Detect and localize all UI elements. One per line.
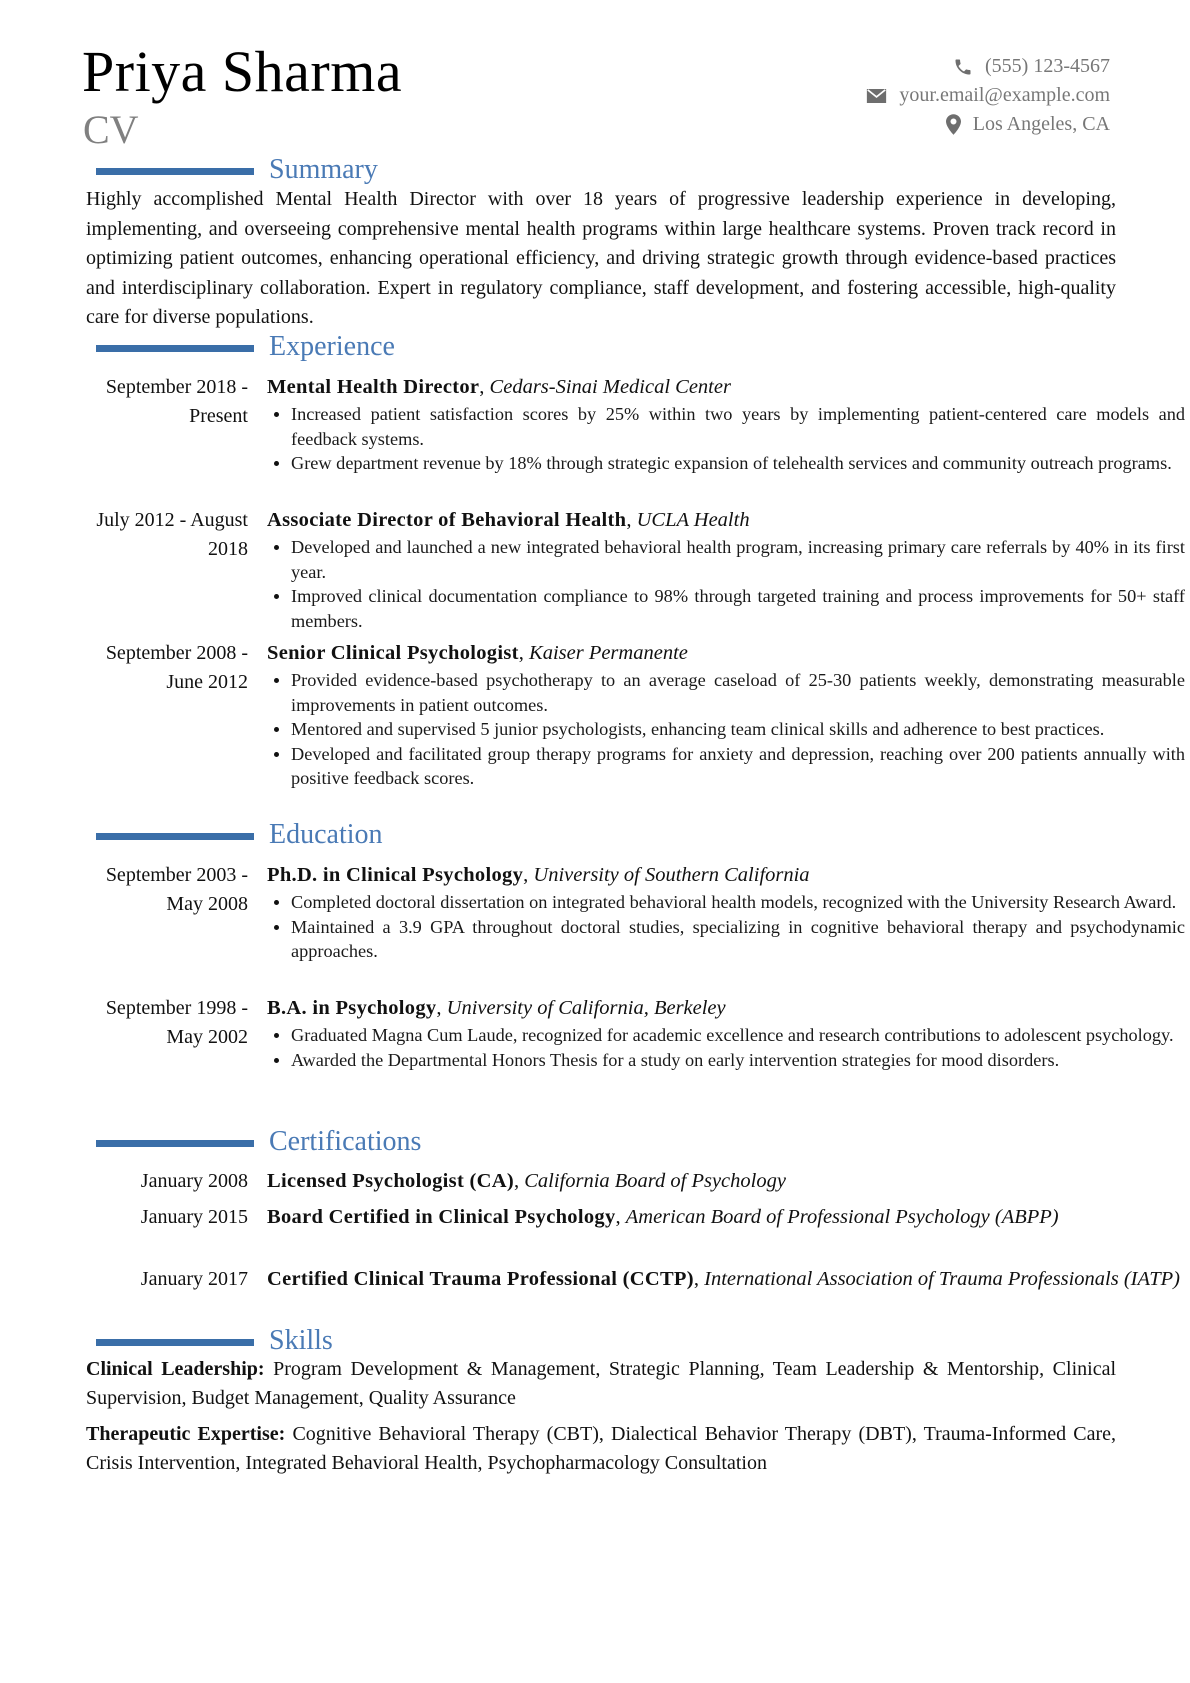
- section-accent-bar: [96, 345, 254, 352]
- entry-heading: Senior Clinical Psychologist, Kaiser Permanente: [267, 642, 688, 664]
- entry-heading: Board Certified in Clinical Psychology, American Board of Professional Psychology (ABPP): [267, 1206, 1059, 1228]
- email-text: your.email@example.com: [899, 84, 1110, 106]
- skill-group: [86, 1355, 1116, 1413]
- bullet-item: Improved clinical documentation compliance to 98% through targeted training and process improvements for 50+ staff members.: [267, 584, 1185, 633]
- section-accent-bar: [96, 168, 254, 175]
- issuer: California Board of Psychology: [524, 1170, 786, 1192]
- phone-icon: [953, 57, 973, 77]
- bullet-item: Increased patient satisfaction scores by 25% within two years by implementing patient-centered care models and feedback systems.: [267, 402, 1185, 451]
- section-header-experience: [96, 331, 395, 365]
- bullet-list: [267, 890, 1185, 964]
- bullet-item: Completed doctoral dissertation on integrated behavioral health models, recognized with the University Research Award.: [267, 890, 1185, 915]
- entry-body: [267, 373, 1185, 476]
- institution: University of Southern California: [533, 864, 810, 886]
- candidate-name: Priya Sharma: [82, 39, 403, 104]
- bullet-item: Developed and facilitated group therapy programs for anxiety and depression, reaching over 200 patients annually with positive feedback scores.: [267, 742, 1185, 791]
- entry-date: September 2018 - Present: [105, 376, 248, 427]
- section-title: Certifications: [269, 1126, 422, 1157]
- entry-body: [267, 1167, 1185, 1196]
- contact-location: [866, 110, 1110, 139]
- bullet-item: Grew department revenue by 18% through strategic expansion of telehealth services and community outreach programs.: [267, 451, 1185, 476]
- bullet-item: Provided evidence-based psychotherapy to an average caseload of 25-30 patients weekly, demonstrating measurable improvements in patient outcomes.: [267, 668, 1185, 717]
- entry-body: [267, 506, 1185, 633]
- entry-heading: Mental Health Director, Cedars-Sinai Medical Center: [267, 376, 731, 398]
- entry-date: September 2003 - May 2008: [105, 864, 248, 915]
- certification-name: Certified Clinical Trauma Professional (CCTP): [267, 1268, 694, 1290]
- bullet-list: [267, 402, 1185, 476]
- entry-heading: Ph.D. in Clinical Psychology, University of Southern California: [267, 864, 810, 886]
- bullet-item: Developed and launched a new integrated behavioral health program, increasing primary care referrals by 40% in its first year.: [267, 535, 1185, 584]
- issuer: International Association of Trauma Professionals (IATP): [704, 1268, 1180, 1290]
- envelope-icon: [866, 88, 887, 104]
- degree: Ph.D. in Clinical Psychology: [267, 864, 524, 886]
- contact-block: [866, 52, 1110, 139]
- location-text: Los Angeles, CA: [972, 113, 1110, 135]
- entry-body: [267, 994, 1185, 1072]
- section-accent-bar: [96, 1140, 254, 1147]
- section-title: Experience: [269, 331, 395, 362]
- skill-values: Program Development & Management, Strategic Planning, Team Leadership & Mentorship, Clinical Supervision, Budget Management, Quality Assurance: [86, 1358, 1117, 1409]
- entry-heading: Licensed Psychologist (CA), California Board of Psychology: [267, 1170, 786, 1192]
- entry-date: September 2008 - June 2012: [105, 642, 248, 693]
- job-title: Senior Clinical Psychologist: [267, 642, 519, 664]
- employer: UCLA Health: [636, 509, 750, 531]
- summary-text: Highly accomplished Mental Health Director with over 18 years of progressive leadership experience in developing, implementing, and overseeing comprehensive mental health programs within large healthcare systems. Proven track record in optimizing patient outcomes, enhancing operational efficiency, and driving strategic growth through evidence-based practices and interdisciplinary collaboration. Expert in regulatory compliance, staff development, and fostering accessible, high-quality care for diverse populations.: [86, 188, 1116, 328]
- job-title: Mental Health Director: [267, 376, 480, 398]
- issuer: American Board of Professional Psychology (ABPP): [625, 1206, 1059, 1228]
- job-title: Associate Director of Behavioral Health: [267, 509, 627, 531]
- entry-body: [267, 1203, 1185, 1232]
- entry-date: January 2008: [140, 1170, 248, 1192]
- section-accent-bar: [96, 1339, 254, 1346]
- bullet-item: Maintained a 3.9 GPA throughout doctoral studies, specializing in cognitive behavioral therapy and psychodynamic approaches.: [267, 915, 1185, 964]
- bullet-list: [267, 668, 1185, 791]
- entry-heading: Certified Clinical Trauma Professional (CCTP), International Association of Trauma Professionals (IATP): [267, 1268, 1180, 1290]
- degree: B.A. in Psychology: [267, 997, 437, 1019]
- skill-label: Clinical Leadership:: [86, 1358, 265, 1380]
- skill-group: [86, 1420, 1116, 1478]
- document-subtitle: CV: [83, 107, 139, 152]
- section-header-summary: [96, 154, 378, 188]
- certification-name: Licensed Psychologist (CA): [267, 1170, 514, 1192]
- section-accent-bar: [96, 833, 254, 840]
- bullet-item: Awarded the Departmental Honors Thesis for a study on early intervention strategies for mood disorders.: [267, 1048, 1185, 1073]
- bullet-list: [267, 1023, 1185, 1072]
- entry-date: September 1998 - May 2002: [105, 997, 248, 1048]
- employer: Cedars-Sinai Medical Center: [489, 376, 731, 398]
- bullet-list: [267, 535, 1185, 633]
- institution: University of California, Berkeley: [446, 997, 726, 1019]
- skill-label: Therapeutic Expertise:: [86, 1423, 286, 1445]
- section-header-certifications: [96, 1126, 421, 1160]
- employer: Kaiser Permanente: [529, 642, 688, 664]
- section-title: Summary: [269, 154, 378, 185]
- entry-body: [267, 861, 1185, 964]
- section-title: Skills: [269, 1325, 333, 1356]
- map-marker-icon: [946, 114, 961, 135]
- section-title: Education: [269, 819, 383, 850]
- bullet-item: Mentored and supervised 5 junior psychologists, enhancing team clinical skills and adherence to best practices.: [267, 717, 1185, 742]
- entry-date: July 2012 - August 2018: [96, 509, 248, 560]
- entry-heading: B.A. in Psychology, University of California, Berkeley: [267, 997, 726, 1019]
- contact-email: [866, 81, 1110, 110]
- contact-phone: [866, 52, 1110, 81]
- skill-values: Cognitive Behavioral Therapy (CBT), Dialectical Behavior Therapy (DBT), Trauma-Informed Care, Crisis Intervention, Integrated Behavioral Health, Psychopharmacology Consultation: [86, 1423, 1117, 1474]
- entry-date: January 2015: [140, 1206, 248, 1228]
- bullet-item: Graduated Magna Cum Laude, recognized for academic excellence and research contributions to adolescent psychology.: [267, 1023, 1185, 1048]
- section-header-education: [96, 819, 383, 853]
- entry-body: [267, 639, 1185, 791]
- entry-heading: Associate Director of Behavioral Health, UCLA Health: [267, 509, 750, 531]
- section-header-skills: [96, 1325, 333, 1359]
- phone-text: (555) 123-4567: [985, 55, 1110, 77]
- entry-date: January 2017: [140, 1268, 248, 1290]
- certification-name: Board Certified in Clinical Psychology: [267, 1206, 616, 1228]
- entry-body: [267, 1265, 1185, 1294]
